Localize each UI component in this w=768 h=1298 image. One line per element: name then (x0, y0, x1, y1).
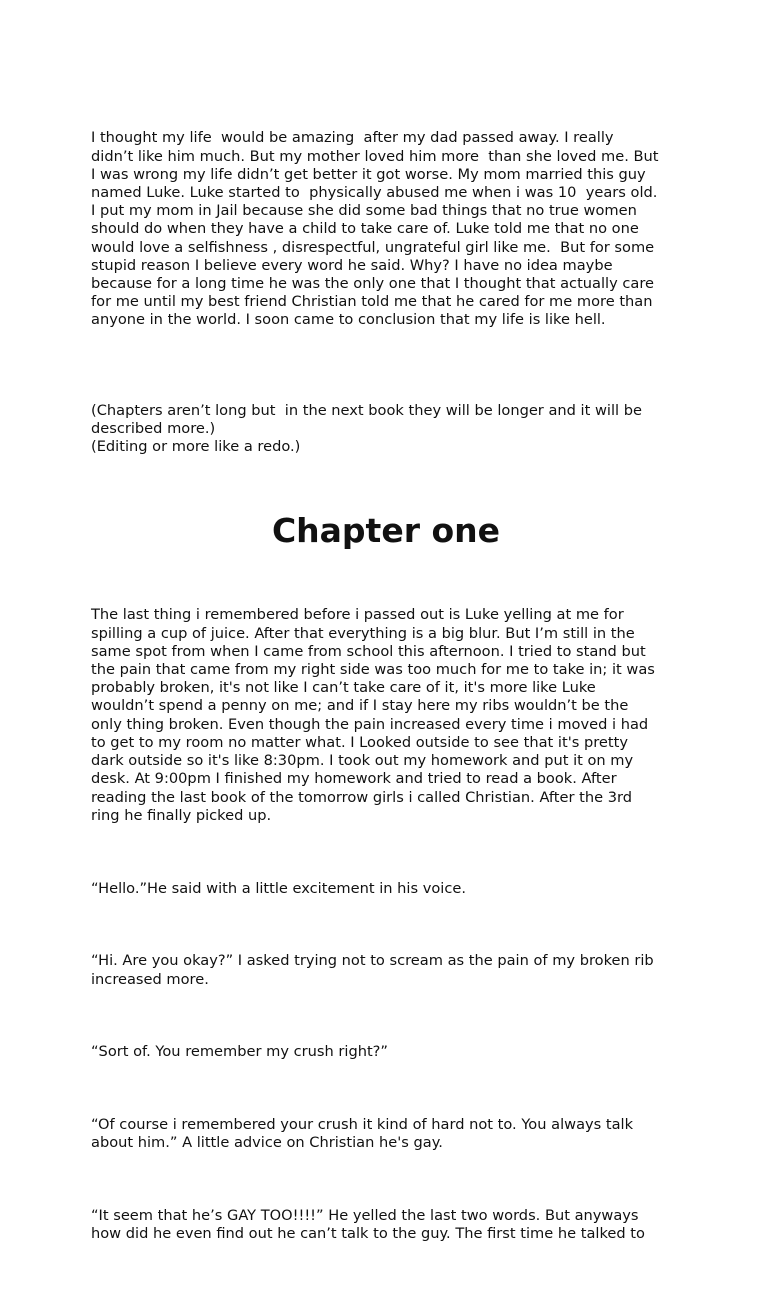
document-page (91, 93, 681, 1298)
chapter-paragraph-2: “Hello.”He said with a little excitement in his voice. (91, 879, 466, 897)
chapter-paragraph-1: The last thing i remembered before i passed out is Luke yelling at me for spilling a cup of juice. After that everything is a big blur. But I’m still in the same spot from when I came from school this afternoon. I tried to stand but the pain that came from my right side was too much for me to take in; it was probably broken, it's not like I can’t take care of it, it's more like Luke wouldn’t spend a penny on me; and if I stay here my ribs wouldn’t be the only thing broken. Even though the pain increased every time i moved i had to get to my room no matter what. I Looked outside to see that it's pretty dark outside so it's like 8:30pm. I took out my homework and put it on my desk. At 9:00pm I finished my homework and tried to read a book. After reading the last book of the tomorrow girls i called Christian. After the 3rd ring he finally picked up. (91, 606, 655, 824)
chapter-paragraph-3: “Hi. Are you okay?” I asked trying not to scream as the pain of my broken rib increased more. (91, 952, 654, 988)
intro-paragraph: I thought my life would be amazing after my dad passed away. I really didn’t like him much. But my mother loved him more than she loved me. But I was wrong my life didn’t get better it got worse. My mom married this guy named Luke. Luke started to physically abused me when i was 10 years old. I put my mom in Jail because she did some bad things that no true women should do when they have a child to take care of. Luke told me that no one would love a selfishness , disrespectful, ungrateful girl like me. But for some stupid reason I believe every word he said. Why? I have no idea maybe because for a long time he was the only one that I thought that actually care for me until my best friend Christian told me that he cared for me more than anyone in the world. I soon came to conclusion that my life is like hell. (91, 129, 659, 329)
chapter-title: Chapter one (271, 511, 501, 551)
chapter-paragraph-4: “Sort of. You remember my crush right?” (91, 1043, 388, 1061)
chapter-paragraph-6: “It seem that he’s GAY TOO!!!!” He yelled the last two words. But anyways how did he even find out he can’t talk to the guy. The first time he talked to (91, 1207, 645, 1243)
chapter-paragraph-5: “Of course i remembered your crush it kind of hard not to. You always talk about him.” A little advice on Christian he's gay. (91, 1116, 634, 1152)
author-notes: (Chapters aren’t long but in the next book they will be longer and it will be described more.) (Editing or more like a redo.) (91, 402, 642, 456)
